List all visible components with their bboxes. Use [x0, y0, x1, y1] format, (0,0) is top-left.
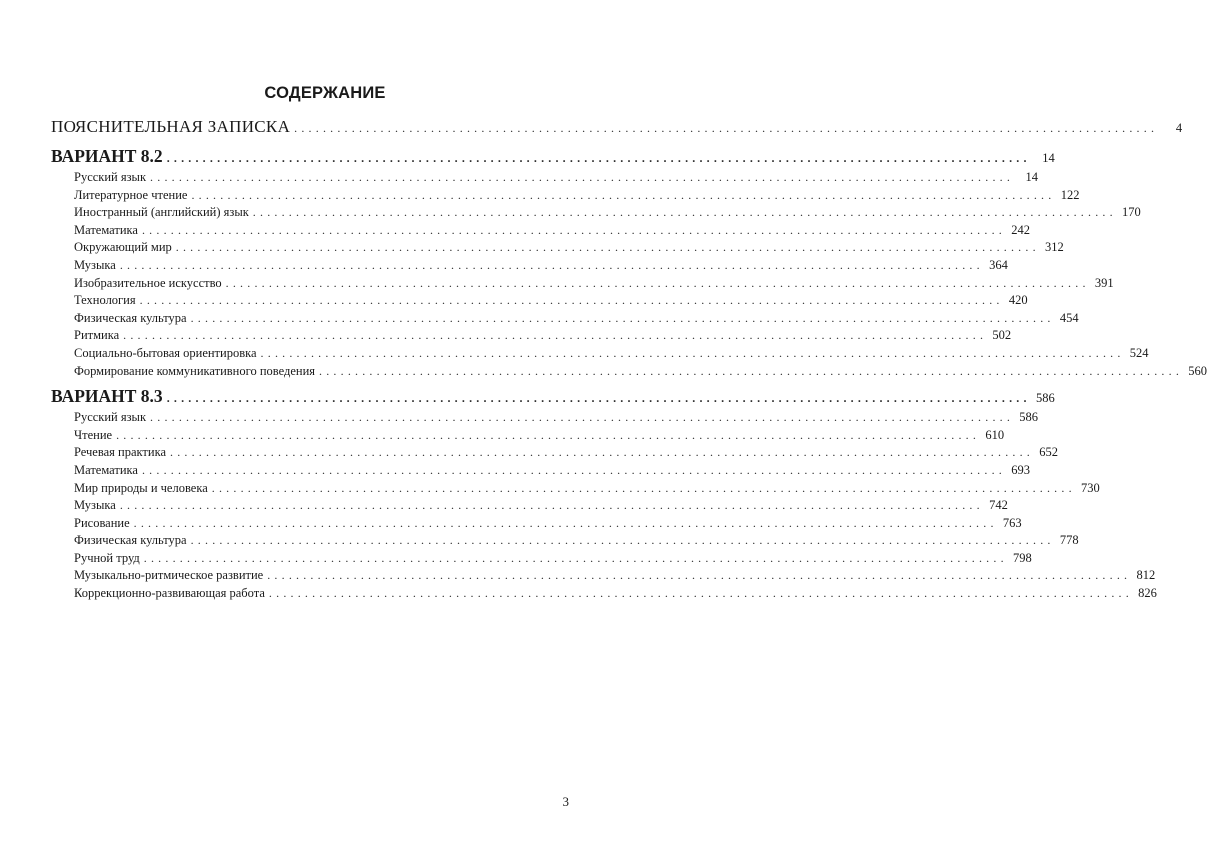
- toc-entry-label: Русский язык: [74, 410, 147, 425]
- toc-entry: [51, 204, 1141, 222]
- toc-entry-label: Литературное чтение: [74, 187, 188, 202]
- toc-entry-page: 826: [1138, 586, 1157, 601]
- leader-dots: ........................................................................................................................: [141, 462, 1006, 477]
- toc-entry: [51, 292, 1028, 310]
- toc-entry: [51, 550, 1032, 568]
- toc-entry-label: Социально-бытовая ориентировка: [74, 345, 257, 360]
- toc-entry-label: Чтение: [74, 427, 113, 442]
- toc-entry-page: 364: [989, 257, 1008, 272]
- leader-dots: ........................................................................................................................: [143, 550, 1008, 565]
- toc-entry-page: 524: [1129, 345, 1149, 360]
- toc-entry: [51, 187, 1080, 205]
- toc-entry: [51, 275, 1114, 293]
- toc-entry-page: 420: [1008, 293, 1028, 308]
- toc-entry-label: Музыка: [74, 257, 116, 272]
- toc-section-heading: [51, 383, 1055, 409]
- toc-entry-page: 560: [1188, 363, 1207, 378]
- leader-dots: ........................................................................................................................: [252, 205, 1117, 220]
- toc-entry-label: Физическая культура: [74, 533, 187, 548]
- toc-entry-label: Формирование коммуникативного поведения: [74, 363, 316, 378]
- toc-entry-page: 14: [1025, 170, 1039, 184]
- leader-dots: ........................................................................................................................: [166, 391, 1031, 406]
- toc-entry: [51, 409, 1039, 427]
- leader-dots: ........................................................................................................................: [166, 151, 1031, 165]
- toc-entry-page: 122: [1060, 187, 1080, 202]
- toc-entry-page: 798: [1013, 550, 1032, 565]
- toc-entry-page: 652: [1039, 445, 1058, 460]
- toc-entry: [51, 427, 1005, 445]
- toc-entry: [51, 480, 1100, 498]
- leader-dots: ........................................................................................................................: [190, 310, 1055, 325]
- toc-entry-page: 693: [1011, 462, 1030, 477]
- toc-entry: [51, 497, 1008, 515]
- leader-dots: ........................................................................................................................: [267, 568, 1132, 583]
- leader-dots: ........................................................................................................................: [211, 480, 1076, 495]
- leader-dots: ........................................................................................................................: [141, 222, 1006, 237]
- leader-dots: ........................................................................................................................: [150, 170, 1015, 184]
- leader-dots: ........................................................................................................................: [260, 345, 1125, 360]
- toc-section-page: 586: [1035, 391, 1055, 406]
- toc-entry: [51, 257, 1008, 275]
- toc-entry: [51, 222, 1030, 240]
- toc-entry-page: 730: [1081, 480, 1100, 495]
- toc-entry-page: 4: [1175, 121, 1183, 135]
- toc-entry-label: Физическая культура: [74, 310, 187, 325]
- toc-entry-label: Окружающий мир: [74, 240, 172, 255]
- leader-dots: ........................................................................................................................: [190, 533, 1055, 548]
- toc-entry-page: 742: [989, 498, 1008, 513]
- toc-entry-label: Мир природы и человека: [74, 480, 208, 495]
- leader-dots: ........................................................................................................................: [225, 275, 1090, 290]
- toc-entry-page: 391: [1094, 275, 1114, 290]
- toc-entry: [51, 532, 1079, 550]
- toc-entry-label: Музыкально-ритмическое развитие: [74, 568, 264, 583]
- toc-entry-label: Коррекционно-развивающая работа: [74, 586, 265, 601]
- toc-entry-page: 610: [985, 427, 1005, 442]
- leader-dots: ........................................................................................................................: [175, 240, 1040, 255]
- toc-entry-page: 778: [1059, 533, 1079, 548]
- toc-entry-page: 763: [1002, 515, 1022, 530]
- toc-entry-label: Иностранный (английский) язык: [74, 205, 249, 220]
- leader-dots: ........................................................................................................................: [319, 363, 1184, 378]
- toc-entry-label: Русский язык: [74, 170, 147, 184]
- toc-entry-label: Математика: [74, 222, 138, 237]
- leader-dots: ........................................................................................................................: [119, 257, 984, 272]
- page-number: 3: [562, 794, 569, 809]
- toc-section-page: 14: [1042, 151, 1055, 165]
- toc-entry-label: Ритмика: [74, 328, 120, 343]
- toc-section-heading: [51, 143, 1055, 169]
- leader-dots: ........................................................................................................................: [294, 121, 1159, 135]
- toc-entry: [51, 239, 1064, 257]
- toc-entry-page: 312: [1045, 240, 1064, 255]
- leader-dots: ........................................................................................................................: [268, 586, 1133, 601]
- toc-entry: [51, 444, 1058, 462]
- leader-dots: ........................................................................................................................: [119, 498, 984, 513]
- page-title: СОДЕРЖАНИЕ: [264, 84, 386, 102]
- toc-entry-label: ПОЯСНИТЕЛЬНАЯ ЗАПИСКА: [51, 117, 291, 136]
- toc-entry: [51, 462, 1030, 480]
- toc-entry-intro: [51, 114, 1183, 140]
- toc-entry: [51, 515, 1022, 533]
- toc-entry-label: Ручной труд: [74, 550, 140, 565]
- toc-entry: [51, 363, 1207, 381]
- toc-entry-page: 454: [1059, 310, 1079, 325]
- toc-entry: [51, 585, 1157, 603]
- toc-entry-page: 170: [1122, 205, 1141, 220]
- toc-entry-label: Рисование: [74, 515, 130, 530]
- toc-entry-label: Изобразительное искусство: [74, 275, 222, 290]
- toc-section-label: ВАРИАНТ 8.2: [51, 146, 163, 166]
- toc-section-label: ВАРИАНТ 8.3: [51, 386, 163, 407]
- toc-entry: [51, 345, 1149, 363]
- toc-entry: [51, 327, 1012, 345]
- toc-entry: [51, 169, 1039, 187]
- table-of-contents: [51, 112, 1207, 603]
- toc-entry-page: 812: [1136, 568, 1156, 583]
- leader-dots: ........................................................................................................................: [133, 515, 998, 530]
- toc-entry-page: 586: [1019, 410, 1039, 425]
- toc-entry: [51, 310, 1079, 328]
- toc-entry-label: Технология: [74, 293, 136, 308]
- leader-dots: ........................................................................................................................: [139, 293, 1004, 308]
- toc-entry: [51, 567, 1156, 585]
- toc-entry-label: Математика: [74, 462, 138, 477]
- leader-dots: ........................................................................................................................: [116, 427, 981, 442]
- toc-entry-page: 242: [1011, 222, 1030, 237]
- toc-entry-page: 502: [992, 328, 1012, 343]
- toc-entry-label: Музыка: [74, 498, 116, 513]
- leader-dots: ........................................................................................................................: [123, 328, 988, 343]
- leader-dots: ........................................................................................................................: [191, 187, 1056, 202]
- leader-dots: ........................................................................................................................: [150, 410, 1015, 425]
- leader-dots: ........................................................................................................................: [170, 445, 1034, 460]
- toc-entry-label: Речевая практика: [74, 445, 166, 460]
